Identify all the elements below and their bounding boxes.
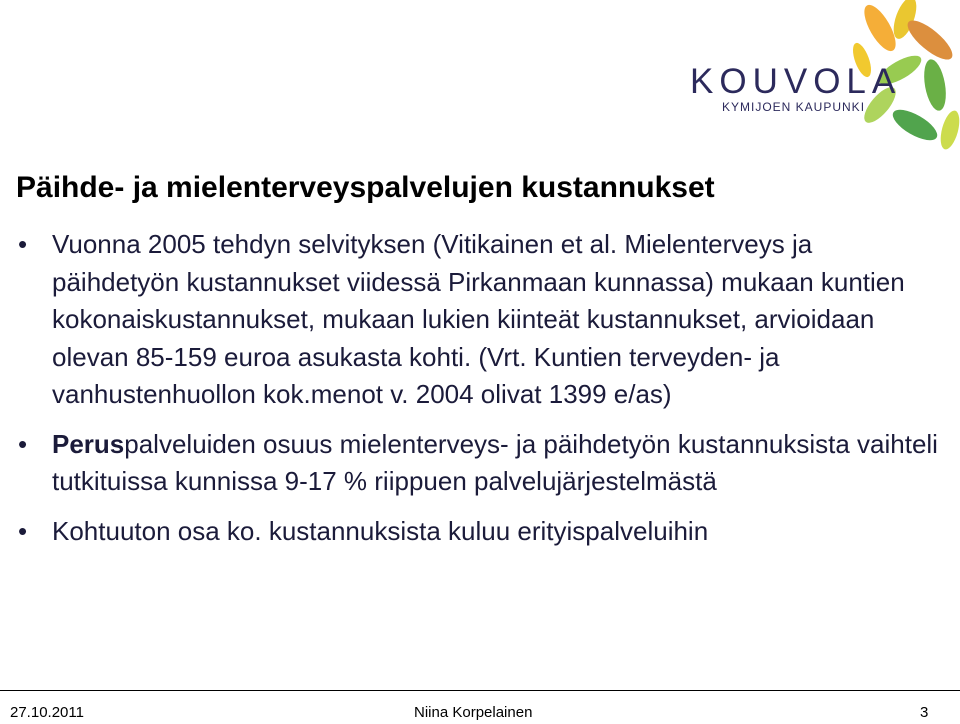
bullet-text: Vuonna 2005 tehdyn selvityksen (Vitikainen et al. Mielenterveys ja päihdetyön kustannukset viidessä Pirkanmaan kunnassa) mukaan kuntien kokonaiskustannukset, mukaan lukien kiinteät kustannukset, arvioidaan olevan 85-159 euroa asukasta kohti. (Vrt. Kuntien terveyden- ja vanhustenhuollon kok.menot v. 2004 olivat 1399 e/as)	[52, 229, 905, 409]
footer-date: 27.10.2011	[10, 704, 84, 721]
bullet-text: Kohtuuton osa ko. kustannuksista kuluu erityispalveluihin	[52, 515, 709, 546]
bullet-text: palveluiden osuus mielenterveys- ja päihdetyön kustannuksista vaihteli tutkituissa kunnissa 9-17 % riippuen palvelujärjestelmästä	[52, 428, 938, 496]
footer-author: Niina Korpelainen	[414, 704, 533, 721]
page-number: 3	[920, 704, 929, 721]
logo-wordmark: KOUVOLA	[690, 62, 902, 101]
bullet-item	[16, 426, 946, 501]
logo-subtitle: KYMIJOEN KAUPUNKI	[722, 100, 866, 114]
footer-divider	[0, 690, 960, 691]
bullet-icon: •	[18, 229, 28, 259]
slide-title: Päihde- ja mielenterveyspalvelujen kustannukset	[16, 171, 715, 204]
bullet-item	[16, 226, 946, 414]
bullet-item	[16, 513, 946, 551]
bullet-list	[16, 226, 946, 562]
bullet-bold-prefix: Perus	[52, 428, 125, 459]
bullet-icon: •	[18, 428, 28, 459]
bullet-icon: •	[18, 515, 28, 546]
